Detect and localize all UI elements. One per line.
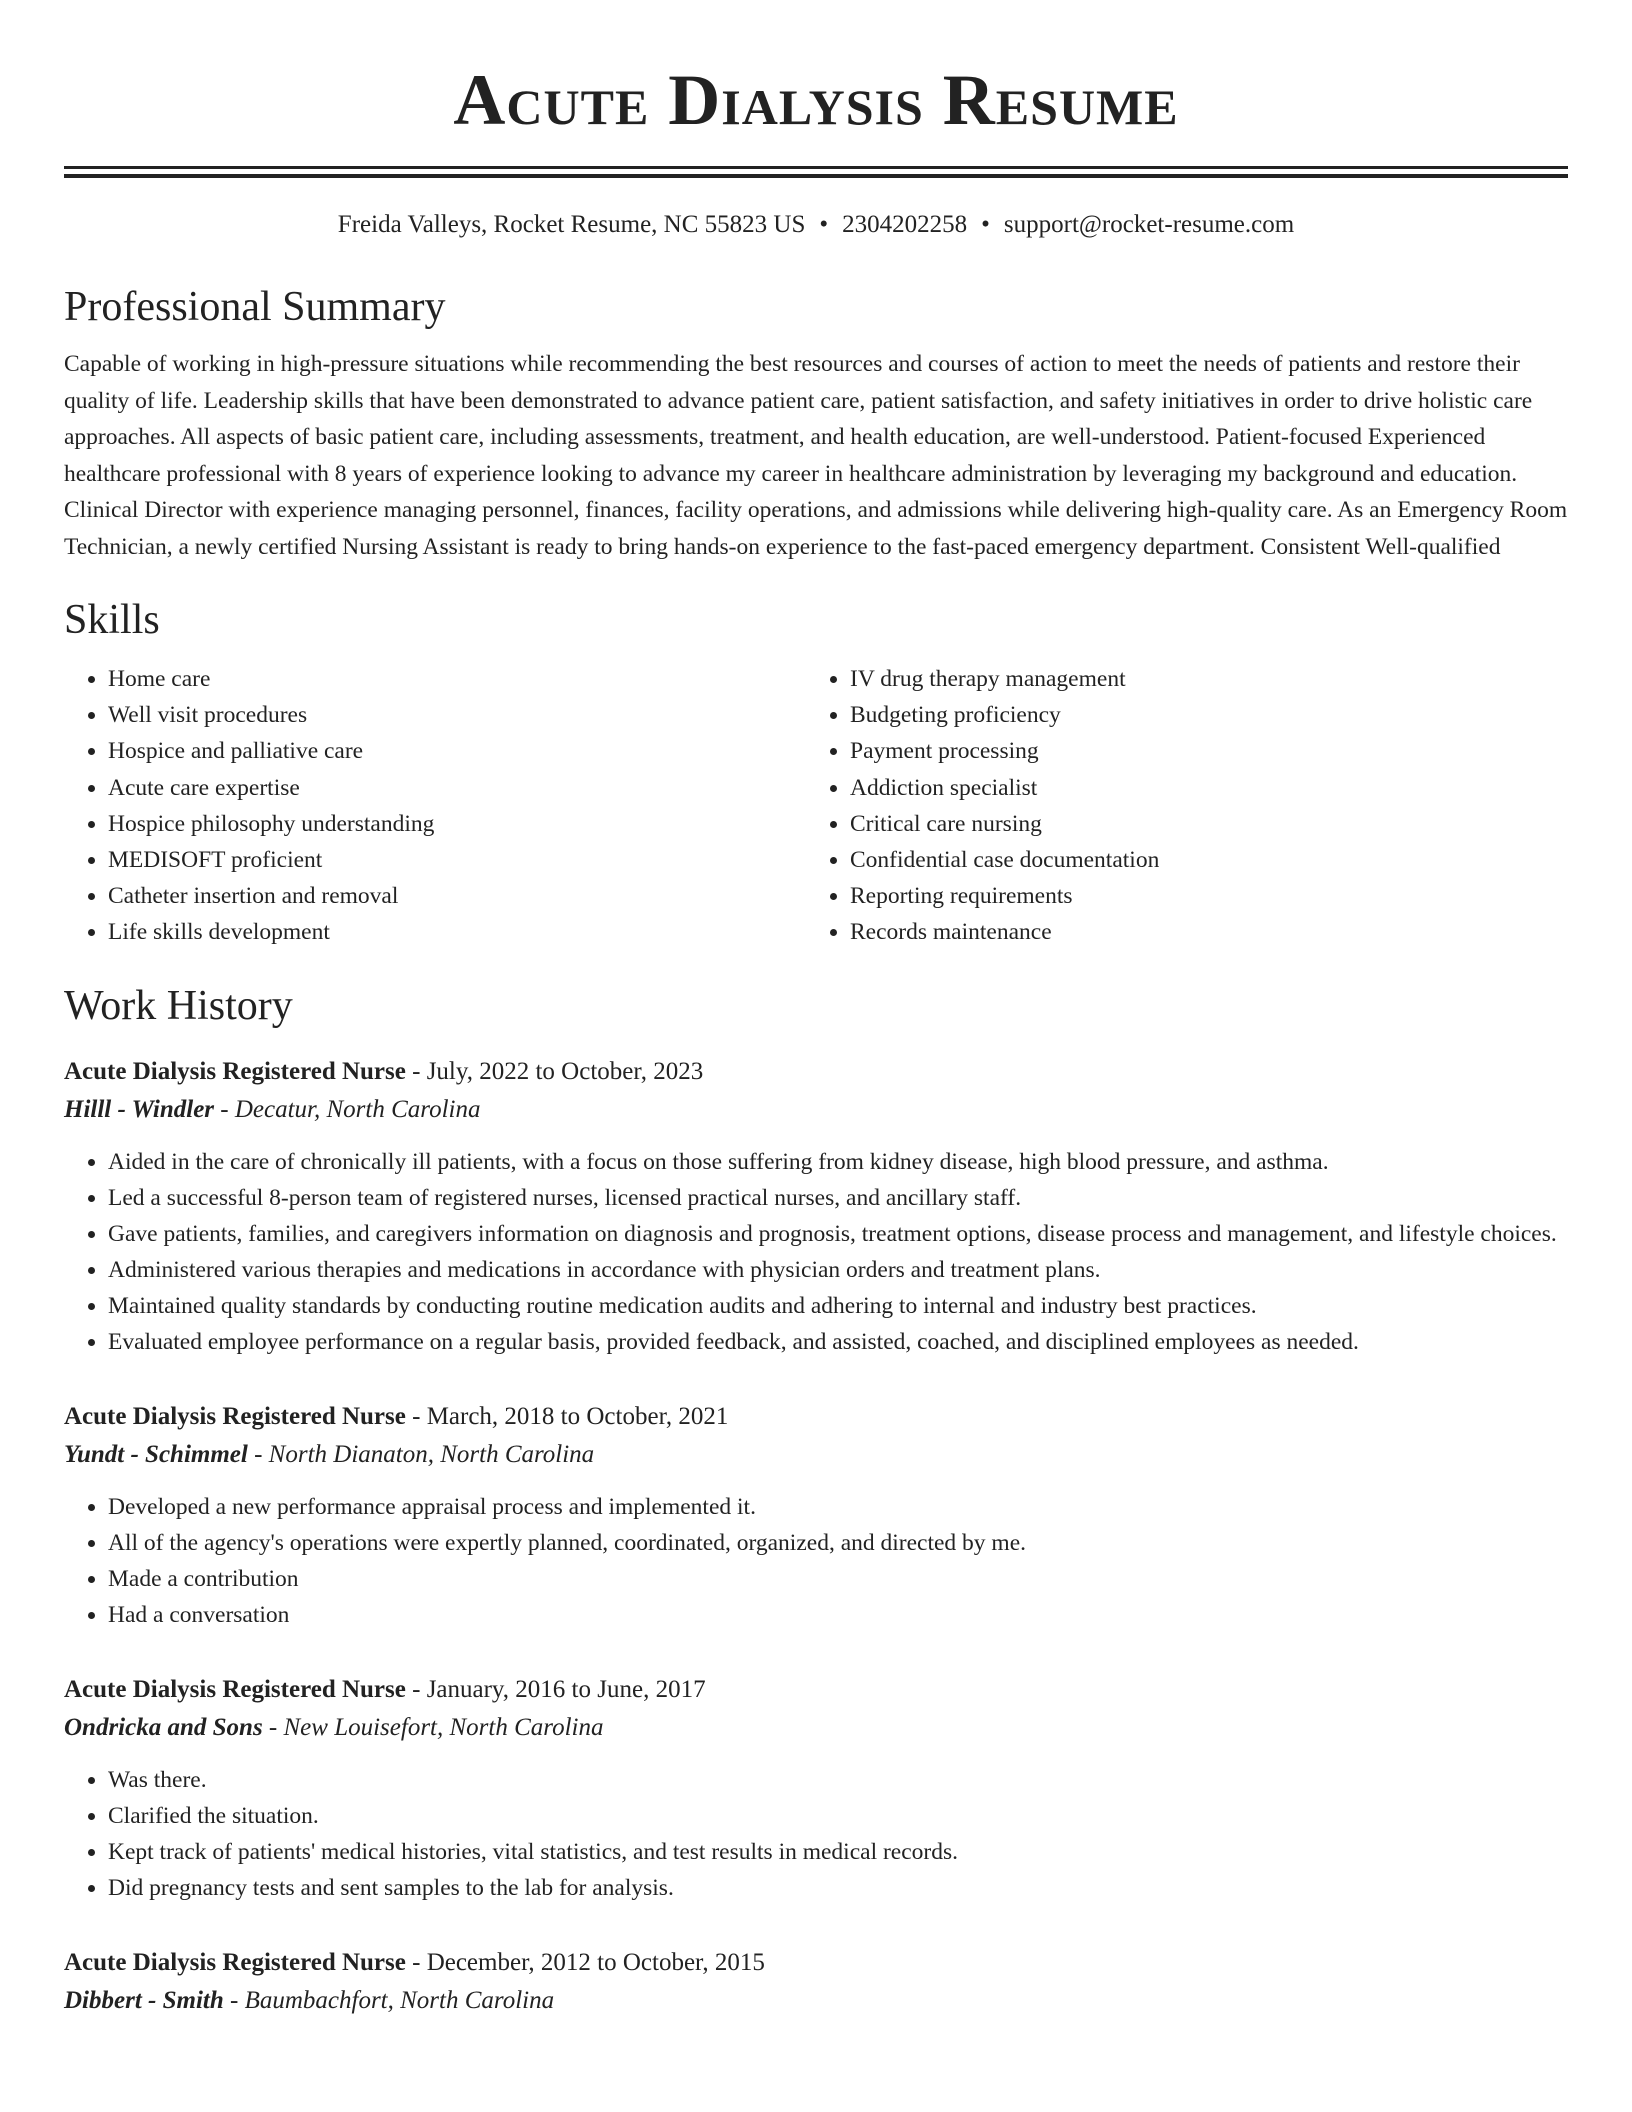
job-role: Acute Dialysis Registered Nurse (64, 1948, 406, 1976)
summary-text: Capable of working in high-pressure situations while recommending the best resources and courses of action to meet the needs of patients and restore their quality of life. Leadership skills that have been demonstrated to advance patient care, patient satisfaction, and safety initiatives in order to drive holistic care approaches. All aspects of basic patient care, including assessments, treatment, and health education, are well-understood. Patient-focused Experienced healthcare professional with 8 years of experience looking to advance my career in healthcare administration by leveraging my background and education. Clinical Director with experience managing personnel, finances, facility operations, and admissions while delivering high-quality care. As an Emergency Room Technician, a newly certified Nursing Assistant is ready to bring hands-on experience to the fast-paced emergency department. Consistent Well-qualified (64, 351, 1568, 560)
duty-item: • Kept track of patients' medical histories, vital statistics, and test results in medical records. (108, 1834, 1568, 1870)
job-role: Acute Dialysis Registered Nurse (64, 1402, 406, 1430)
contact-line (64, 208, 1568, 242)
job-location: Baumbachfort, North Carolina (244, 1986, 555, 2014)
job-title-line (64, 1944, 1568, 1982)
job-location: North Dianaton, North Carolina (268, 1440, 595, 1468)
skills-column-left (64, 661, 806, 951)
job-role: Acute Dialysis Registered Nurse (64, 1057, 406, 1085)
skill-item: • Reporting requirements (850, 878, 1548, 914)
skill-item: • Hospice philosophy understanding (108, 806, 806, 842)
job-dates: December, 2012 to October, 2015 (426, 1948, 765, 1976)
duty-item: • Aided in the care of chronically ill patients, with a focus on those suffering from kidney disease, high blood pressure, and asthma. (108, 1144, 1568, 1180)
job-company: Hilll - Windler (64, 1095, 215, 1123)
skills-column-right (806, 661, 1548, 951)
skill-item: • Records maintenance (850, 914, 1548, 950)
job-title-line (64, 1398, 1568, 1436)
work-history-heading: Work History (64, 982, 293, 1029)
duty-item: • Made a contribution (108, 1561, 1568, 1597)
duty-item: • Evaluated employee performance on a regular basis, provided feedback, and assisted, coached, and disciplined employees as needed. (108, 1324, 1568, 1360)
job-company-line (64, 1709, 1568, 1747)
skill-item: • MEDISOFT proficient (108, 842, 806, 878)
duty-item: • Administered various therapies and medications in accordance with physician orders and treatment plans. (108, 1252, 1568, 1288)
job-dash: - (412, 1675, 421, 1703)
skill-item: • Hospice and palliative care (108, 733, 806, 769)
contact-address: Freida Valleys, Rocket Resume, NC 55823 US (337, 211, 806, 238)
duty-item: • Was there. (108, 1762, 1568, 1798)
job-duties (64, 1144, 1568, 1360)
job-dates: July, 2022 to October, 2023 (426, 1057, 704, 1085)
job-dash: - (412, 1948, 421, 1976)
job-entry (64, 1398, 1568, 1633)
job-dash: - (268, 1713, 278, 1741)
skills-heading: Skills (64, 597, 160, 643)
skill-item: • Critical care nursing (850, 806, 1548, 842)
job-dash: - (412, 1402, 421, 1430)
job-location: New Louisefort, North Carolina (283, 1713, 604, 1741)
job-location: Decatur, North Carolina (234, 1095, 481, 1123)
skill-item: • Payment processing (850, 733, 1548, 769)
job-company: Ondricka and Sons (64, 1713, 263, 1741)
skill-item: • Addiction specialist (850, 770, 1548, 806)
summary-heading: Professional Summary (64, 284, 446, 330)
job-dash: - (230, 1986, 239, 2014)
job-dash: - (412, 1057, 421, 1085)
job-role: Acute Dialysis Registered Nurse (64, 1675, 406, 1703)
contact-phone: 2304202258 (842, 211, 968, 238)
duty-item: • All of the agency's operations were expertly planned, coordinated, organized, and directed by me. (108, 1525, 1568, 1561)
job-title-line (64, 1671, 1568, 1709)
duty-item: • Had a conversation (108, 1597, 1568, 1633)
job-company: Yundt - Schimmel (64, 1440, 248, 1468)
contact-separator: • (981, 211, 990, 238)
skills-list (64, 661, 1568, 951)
title-divider (64, 166, 1568, 178)
skill-item: • Acute care expertise (108, 770, 806, 806)
skill-item: • Life skills development (108, 914, 806, 950)
job-title-line (64, 1053, 1568, 1091)
duty-item: • Developed a new performance appraisal process and implemented it. (108, 1489, 1568, 1525)
skill-item: • Catheter insertion and removal (108, 878, 806, 914)
duty-item: • Led a successful 8-person team of registered nurses, licensed practical nurses, and ancillary staff. (108, 1180, 1568, 1216)
duty-item: • Clarified the situation. (108, 1798, 1568, 1834)
skill-item: • Confidential case documentation (850, 842, 1548, 878)
job-company-line (64, 1982, 1568, 2020)
job-dash: - (220, 1095, 229, 1123)
contact-email: support@rocket-resume.com (1003, 211, 1295, 238)
job-company-line (64, 1091, 1568, 1129)
job-entry (64, 1671, 1568, 1906)
duty-item: • Maintained quality standards by conducting routine medication audits and adhering to internal and industry best practices. (108, 1288, 1568, 1324)
job-dash: - (254, 1440, 263, 1468)
job-company-line (64, 1436, 1568, 1474)
job-entry (64, 1944, 1568, 2020)
resume-title: Acute Dialysis Resume (453, 60, 1179, 140)
skill-item: • Well visit procedures (108, 697, 806, 733)
skill-item: • IV drug therapy management (850, 661, 1548, 697)
contact-separator: • (819, 211, 829, 238)
job-company: Dibbert - Smith (64, 1986, 224, 2014)
job-dates: March, 2018 to October, 2021 (426, 1402, 729, 1430)
job-duties (64, 1489, 1568, 1633)
job-duties (64, 1762, 1568, 1906)
job-entry (64, 1053, 1568, 1360)
duty-item: • Gave patients, families, and caregivers information on diagnosis and prognosis, treatment options, disease process and management, and lifestyle choices. (108, 1216, 1568, 1252)
duty-item: • Did pregnancy tests and sent samples to the lab for analysis. (108, 1870, 1568, 1906)
skill-item: • Home care (108, 661, 806, 697)
skill-item: • Budgeting proficiency (850, 697, 1548, 733)
job-dates: January, 2016 to June, 2017 (426, 1675, 706, 1703)
